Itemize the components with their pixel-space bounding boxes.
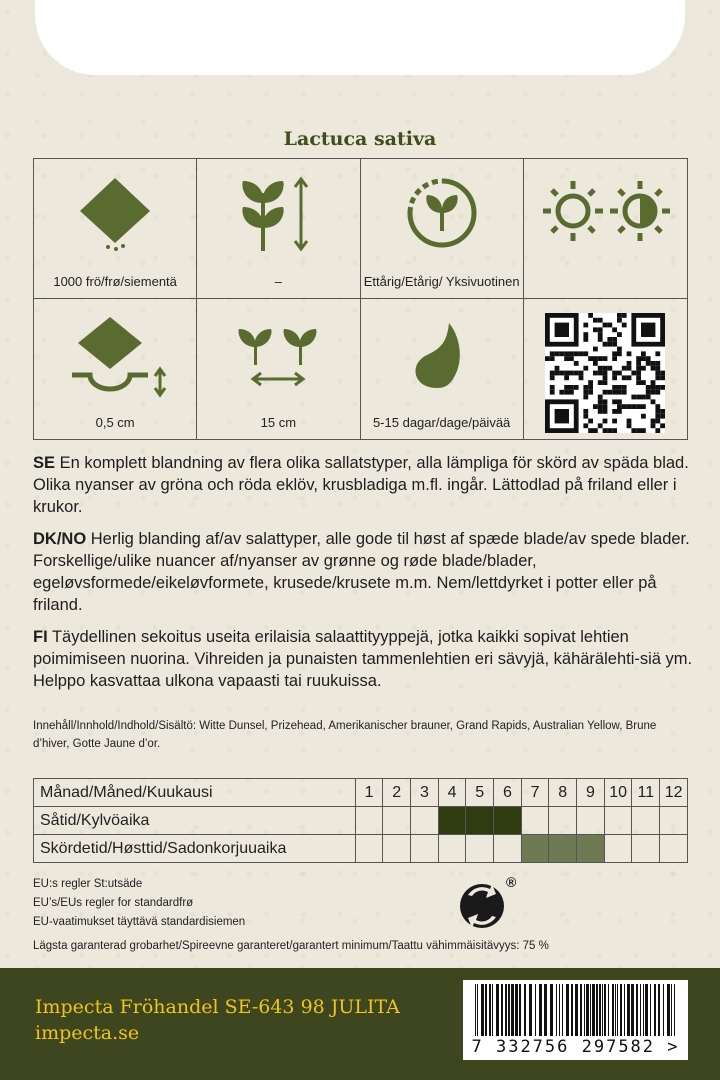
harvest-month-12 bbox=[660, 835, 688, 863]
harvest-month-8 bbox=[549, 835, 577, 863]
company-address: Impecta Fröhandel SE-643 98 JULITA bbox=[35, 996, 400, 1018]
website-link[interactable]: impecta.se bbox=[35, 1022, 140, 1044]
sowing-month-11 bbox=[632, 807, 660, 835]
description-dkno bbox=[33, 528, 693, 616]
germination-sprout-icon bbox=[397, 313, 487, 393]
height-cell bbox=[197, 159, 360, 299]
barcode-number: 7 332756 297582 > bbox=[471, 1037, 680, 1057]
qr-cell bbox=[524, 299, 687, 439]
height-label: – bbox=[274, 274, 282, 289]
sowing-month-7 bbox=[521, 807, 549, 835]
sun-cell bbox=[524, 159, 687, 299]
calendar-harvest-row bbox=[34, 835, 688, 863]
harvest-month-9 bbox=[577, 835, 605, 863]
hanger-cutout bbox=[35, 0, 685, 75]
month-header-11: 11 bbox=[632, 779, 660, 807]
description-se bbox=[33, 452, 693, 518]
sowing-month-12 bbox=[660, 807, 688, 835]
sowing-month-10 bbox=[604, 807, 632, 835]
description-se-text: En komplett blandning av flera olika sallatstyper, alla lämpliga för skörd av späda blad. Olika nyanser av gröna och röda eklöv, krusbladiga m.fl. ingår. Lättodlad på friland eller i krukor. bbox=[33, 454, 689, 516]
eu-line-3: EU-vaatimukset täyttävä standardisiemen bbox=[33, 916, 246, 928]
seed-count-cell bbox=[34, 159, 197, 299]
lifecycle-cell bbox=[361, 159, 524, 299]
lang-code-dkno: DK/NO bbox=[33, 530, 87, 548]
month-header-6: 6 bbox=[494, 779, 522, 807]
sowing-month-6 bbox=[494, 807, 522, 835]
eu-regulations bbox=[33, 875, 245, 932]
icon-grid bbox=[33, 158, 688, 440]
sun-partial-shade-icon bbox=[535, 173, 675, 253]
annual-cycle-icon bbox=[397, 173, 487, 253]
month-header-5: 5 bbox=[466, 779, 494, 807]
harvest-month-7 bbox=[521, 835, 549, 863]
harvest-month-2 bbox=[383, 835, 411, 863]
plant-spacing-icon bbox=[233, 313, 323, 393]
month-header-8: 8 bbox=[549, 779, 577, 807]
month-header-10: 10 bbox=[604, 779, 632, 807]
lang-code-se: SE bbox=[33, 454, 56, 472]
calendar-sowing-row bbox=[34, 807, 688, 835]
sowing-calendar bbox=[33, 778, 688, 863]
harvest-month-5 bbox=[466, 835, 494, 863]
contents-list: Innehåll/Innhold/Indhold/Sisältö: Witte Dunsel, Prizehead, Amerikanischer brauner, Grand Rapids, Australian Yellow, Brune d’hiver, Gotte Jaune d’or. bbox=[33, 720, 657, 750]
month-header-7: 7 bbox=[521, 779, 549, 807]
eu-line-2: EU’s/EUs regler for standardfrø bbox=[33, 897, 194, 909]
sowing-month-9 bbox=[577, 807, 605, 835]
month-header-1: 1 bbox=[355, 779, 383, 807]
green-dot-recycle-icon bbox=[458, 878, 510, 930]
barcode-bars bbox=[463, 980, 688, 1038]
sowing-month-1 bbox=[355, 807, 383, 835]
lang-code-fi: FI bbox=[33, 628, 48, 646]
month-header-12: 12 bbox=[660, 779, 688, 807]
sowing-month-2 bbox=[383, 807, 411, 835]
spacing-label: 15 cm bbox=[260, 415, 297, 430]
seed-count-label: 1000 frö/frø/siementä bbox=[53, 274, 177, 289]
plant-height-icon bbox=[233, 173, 323, 253]
harvest-month-11 bbox=[632, 835, 660, 863]
sow-depth-label: 0,5 cm bbox=[95, 415, 135, 430]
sowing-month-8 bbox=[549, 807, 577, 835]
qr-code-icon[interactable] bbox=[545, 313, 665, 433]
germination-cell bbox=[361, 299, 524, 439]
barcode bbox=[463, 980, 688, 1060]
description-dkno-text: Herlig blanding af/av salattyper, alle gode til høst af spæde blade/av spede blader. Forskellige/ulike nuancer af/nyanser av grønne og røde blade/blader, egeløvsformede/eikeløvformete, krusede/krusete m.m. Nem/lettdyrket i potter eller på friland. bbox=[33, 530, 690, 614]
sowing-month-4 bbox=[438, 807, 466, 835]
seed-packet-icon bbox=[70, 173, 160, 253]
harvest-label: Skördetid/Høsttid/Sadonkorjuuaika bbox=[34, 835, 356, 863]
calendar-header-label: Månad/Måned/Kuukausi bbox=[34, 779, 356, 807]
description-fi bbox=[33, 626, 693, 692]
calendar-header-row bbox=[34, 779, 688, 807]
sowing-label: Såtid/Kylvöaika bbox=[34, 807, 356, 835]
sowing-month-5 bbox=[466, 807, 494, 835]
month-header-9: 9 bbox=[577, 779, 605, 807]
lifecycle-label: Ettårig/Etårig/ Yksivuotinen bbox=[363, 274, 520, 289]
description-fi-text: Täydellinen sekoitus useita erilaisia salaattityyppejä, jotka kaikki sopivat lehtien poimimiseen nuorina. Vihreiden ja punaisten tammenlehtien eri sävyjä, kähärälehti-siä ym. Helppo kasvattaa ulkona vapaasti tai ruukuissa. bbox=[33, 628, 693, 690]
germination-guarantee: Lägsta garanterad grobarhet/Spireevne garanteret/garantert minimum/Taattu vähimmäisitävyys: 75 % bbox=[33, 940, 549, 952]
sow-depth-cell bbox=[34, 299, 197, 439]
month-header-2: 2 bbox=[383, 779, 411, 807]
germination-label: 5-15 dagar/dage/päivää bbox=[372, 415, 511, 430]
month-header-4: 4 bbox=[438, 779, 466, 807]
registered-mark: ® bbox=[506, 874, 517, 890]
spacing-cell bbox=[197, 299, 360, 439]
eu-line-1: EU:s regler St:utsäde bbox=[33, 878, 143, 890]
month-header-3: 3 bbox=[411, 779, 439, 807]
harvest-month-10 bbox=[604, 835, 632, 863]
harvest-month-4 bbox=[438, 835, 466, 863]
sowing-depth-icon bbox=[60, 313, 170, 398]
harvest-month-3 bbox=[411, 835, 439, 863]
harvest-month-1 bbox=[355, 835, 383, 863]
species-name: Lactuca sativa bbox=[283, 128, 437, 150]
harvest-month-6 bbox=[494, 835, 522, 863]
sowing-month-3 bbox=[411, 807, 439, 835]
